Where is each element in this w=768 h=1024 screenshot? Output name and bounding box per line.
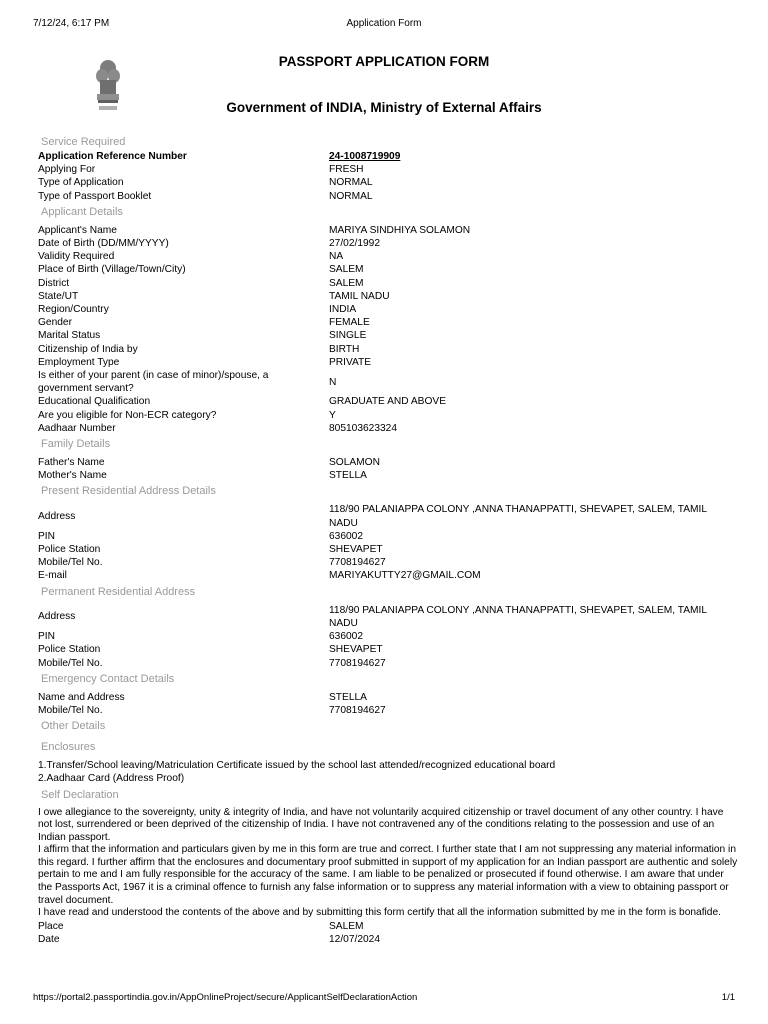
field-label: Validity Required xyxy=(38,251,115,263)
field-value: SALEM xyxy=(329,264,364,276)
field-row xyxy=(38,920,738,933)
field-value: MARIYAKUTTY27@GMAIL.COM xyxy=(329,570,481,582)
section-heading-family: Family Details xyxy=(41,438,111,451)
field-value: FRESH xyxy=(329,164,364,176)
field-value: STELLA xyxy=(329,691,367,703)
section-heading-enclosures: Enclosures xyxy=(41,741,96,754)
field-row xyxy=(38,369,738,395)
field-label: Application Reference Number xyxy=(38,151,187,162)
field-label: Mother's Name xyxy=(38,470,107,482)
declaration-paragraph: I have read and understood the contents of the above and by submitting this form certify that all the information submitted by me in the form is bonafide. xyxy=(38,907,721,919)
field-row xyxy=(38,250,738,263)
field-label: PIN xyxy=(38,631,55,643)
field-value: 27/02/1992 xyxy=(329,238,380,250)
field-row xyxy=(38,329,738,342)
field-value: SOLAMON xyxy=(329,457,380,469)
field-label: Date xyxy=(38,934,60,946)
field-value: MARIYA SINDHIYA SOLAMON xyxy=(329,224,471,236)
form-content xyxy=(38,133,738,946)
field-value: SALEM xyxy=(329,920,364,932)
field-row xyxy=(38,237,738,250)
section-heading-declaration: Self Declaration xyxy=(41,788,119,801)
field-label: Mobile/Tel No. xyxy=(38,557,103,569)
section-heading-applicant: Applicant Details xyxy=(41,205,123,218)
field-value: 636002 xyxy=(329,530,363,542)
field-label: Address xyxy=(38,511,76,523)
section-heading-service: Service Required xyxy=(41,136,126,148)
field-label: Is either of your parent (in case of minor)/spouse, a government servant? xyxy=(38,370,269,395)
enclosure-item xyxy=(38,759,738,772)
print-datetime: 7/12/24, 6:17 PM xyxy=(33,18,110,29)
field-value: 7708194627 xyxy=(329,557,386,569)
field-row xyxy=(38,277,738,290)
field-row xyxy=(38,503,738,529)
field-row xyxy=(38,469,738,482)
field-label: Name and Address xyxy=(38,691,125,703)
field-row xyxy=(38,263,738,276)
field-label: Type of Passport Booklet xyxy=(38,190,152,202)
field-value: 7708194627 xyxy=(329,704,386,716)
field-label: Mobile/Tel No. xyxy=(38,704,103,716)
field-label: Police Station xyxy=(38,544,101,556)
enclosure-text: 2.Aadhaar Card (Address Proof) xyxy=(38,773,185,785)
field-label: Place of Birth (Village/Town/City) xyxy=(38,264,186,276)
field-label: E-mail xyxy=(38,570,67,582)
field-label: PIN xyxy=(38,530,55,542)
field-value: N xyxy=(329,376,337,388)
section-heading-permanent-address: Permanent Residential Address xyxy=(41,585,196,598)
field-label: Place xyxy=(38,920,64,932)
field-row xyxy=(38,290,738,303)
field-row xyxy=(38,556,738,569)
field-row xyxy=(38,543,738,556)
declaration-paragraph: I owe allegiance to the sovereignty, unity & integrity of India, and have not voluntarily acquired citizenship or travel document of any other country. I have not lost, surrendered or been deprived of the citizenship of India. I have not contravened any of the conditions relating to the possession and use of an Indian passport. xyxy=(38,806,724,843)
field-value: SHEVAPET xyxy=(329,644,383,656)
field-label: Address xyxy=(38,611,76,623)
field-label: Type of Application xyxy=(38,177,124,189)
field-value: SHEVAPET xyxy=(329,544,383,556)
field-label: Police Station xyxy=(38,644,101,656)
field-label: Aadhaar Number xyxy=(38,422,116,434)
field-row xyxy=(38,395,738,408)
section-heading-other: Other Details xyxy=(41,720,106,733)
field-label: District xyxy=(38,277,70,289)
field-row xyxy=(38,704,738,717)
field-label: Employment Type xyxy=(38,356,120,368)
field-row xyxy=(38,569,738,582)
field-row xyxy=(38,657,738,670)
form-title: PASSPORT APPLICATION FORM xyxy=(278,54,490,69)
field-label: Date of Birth (DD/MM/YYYY) xyxy=(38,238,169,250)
field-value: 24-1008719909 xyxy=(329,151,401,162)
field-row xyxy=(38,163,738,176)
footer-url: https://portal2.passportindia.gov.in/AppOnlineProject/secure/ApplicantSelfDeclarationAction xyxy=(33,992,418,1003)
field-value: 118/90 PALANIAPPA COLONY ,ANNA THANAPPATTI, SHEVAPET, SALEM, TAMIL NADU xyxy=(329,604,707,629)
field-label: Educational Qualification xyxy=(38,396,151,408)
field-row xyxy=(38,190,738,203)
field-row xyxy=(38,643,738,656)
field-label: Region/Country xyxy=(38,304,109,316)
field-value: BIRTH xyxy=(329,343,360,355)
field-row xyxy=(38,224,738,237)
form-subtitle: Government of INDIA, Ministry of External Affairs xyxy=(226,100,542,115)
field-label: Applicant's Name xyxy=(38,224,117,236)
field-label: Applying For xyxy=(38,164,96,176)
field-label: Citizenship of India by xyxy=(38,343,138,355)
field-value: 12/07/2024 xyxy=(329,934,380,946)
field-value: SINGLE xyxy=(329,330,367,342)
field-row xyxy=(38,691,738,704)
field-label: Father's Name xyxy=(38,457,105,469)
field-row xyxy=(38,422,738,435)
field-value: 636002 xyxy=(329,631,363,643)
field-value: NORMAL xyxy=(329,190,373,202)
field-row xyxy=(38,630,738,643)
field-row xyxy=(38,316,738,329)
field-row xyxy=(38,409,738,422)
print-doc-title: Application Form xyxy=(346,18,422,29)
field-row xyxy=(38,604,738,630)
field-row xyxy=(38,356,738,369)
field-row xyxy=(38,303,738,316)
field-label: Are you eligible for Non-ECR category? xyxy=(38,409,217,421)
section-heading-present-address: Present Residential Address Details xyxy=(41,485,216,498)
section-heading-emergency: Emergency Contact Details xyxy=(41,672,175,685)
field-value: TAMIL NADU xyxy=(329,290,390,302)
field-label: Marital Status xyxy=(38,330,101,342)
field-value: 118/90 PALANIAPPA COLONY ,ANNA THANAPPATTI, SHEVAPET, SALEM, TAMIL NADU xyxy=(329,504,707,529)
field-row xyxy=(38,150,738,163)
field-row xyxy=(38,176,738,189)
field-value: 7708194627 xyxy=(329,657,386,669)
field-value: SALEM xyxy=(329,277,364,289)
page-number: 1/1 xyxy=(721,992,735,1003)
field-row xyxy=(38,456,738,469)
field-value: INDIA xyxy=(329,304,357,316)
field-label: Gender xyxy=(38,317,72,329)
declaration-paragraph: I affirm that the information and particulars given by me in this form are true and correct. I further state that I am not suppressing any material information in this regard. I further affirm that the enclosures and documentary proof submitted in support of my application for an Indian passport are authentic and solely pertain to me and I am fully responsible for the accuracy of the same. I am liable to be penalized or prosecuted if found otherwise. I am aware that under the Passports Act, 1967 it is a criminal offence to furnish any false information or to suppress any material information with a view to obtaining passport or travel document. xyxy=(38,844,738,906)
enclosure-item xyxy=(38,772,738,785)
field-row xyxy=(38,933,738,946)
field-value: NA xyxy=(329,251,344,263)
field-row xyxy=(38,530,738,543)
field-value: 805103623324 xyxy=(329,422,397,434)
field-value: Y xyxy=(329,409,336,421)
field-row xyxy=(38,343,738,356)
field-value: GRADUATE AND ABOVE xyxy=(329,396,446,408)
enclosure-text: 1.Transfer/School leaving/Matriculation Certificate issued by the school last attended/recognized educational board xyxy=(38,760,556,772)
field-label: Mobile/Tel No. xyxy=(38,657,103,669)
field-label: State/UT xyxy=(38,290,79,302)
field-value: NORMAL xyxy=(329,177,373,189)
field-value: PRIVATE xyxy=(329,356,372,368)
field-value: STELLA xyxy=(329,470,367,482)
field-value: FEMALE xyxy=(329,317,370,329)
